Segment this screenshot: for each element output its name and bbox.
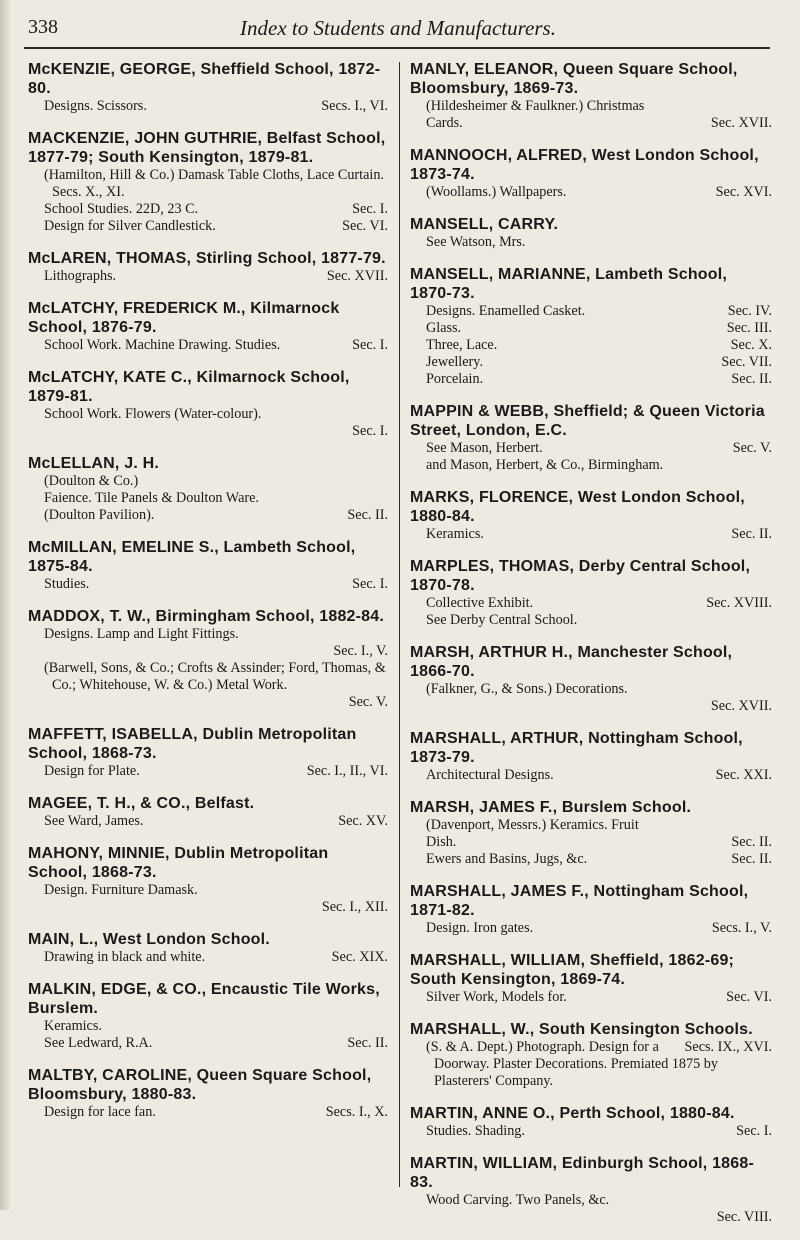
entry-line [418,234,772,251]
section-reference: Sec. II. [731,526,772,542]
index-entry [28,368,388,440]
entry-text: (Davenport, Messrs.) Keramics. Fruit [426,817,639,833]
entry-line [418,320,772,337]
column-divider [399,62,400,1187]
entry-line [36,98,388,115]
entry-line [36,201,388,218]
entry-line [418,1209,772,1226]
entry-text: Drawing in black and white. [44,949,206,965]
index-entry [28,454,388,524]
index-entry [28,299,388,354]
section-reference: Sec. XVIII. [706,595,772,611]
section-reference: Sec. V. [348,694,388,710]
entry-heading: MARSH, JAMES F., Burslem School. [410,799,692,816]
entry-text: Dish. [426,834,457,850]
section-reference: Sec. IV. [727,303,772,319]
entry-heading: MARKS, FLORENCE, West London School, 1880-84. [410,489,745,525]
entry-heading: MARSHALL, WILLIAM, Sheffield, 1862-69; South Kensington, 1869-74. [410,952,735,988]
entry-text: (Doulton & Co.) [44,473,139,489]
entry-line [36,507,388,524]
entry-text: (Hamilton, Hill & Co.) Damask Table Cloths, Lace Curtain. Secs. X., XI. [44,167,384,200]
section-reference: Secs. I., VI. [321,98,388,114]
page-header [22,14,774,44]
entry-text: See Derby Central School. [426,612,578,628]
entry-line [418,115,772,132]
entry-line [418,595,772,612]
entry-text: Keramics. [44,1018,102,1034]
entry-heading: MANNOOCH, ALFRED, West London School, 1873-74. [410,147,759,183]
entry-line [418,184,772,201]
entry-line [36,473,388,490]
entry-text: and Mason, Herbert, & Co., Birmingham. [426,457,664,473]
header-rule [24,47,770,49]
index-entry [28,1066,388,1121]
section-reference: Sec. V. [732,440,772,456]
entry-heading: MANSELL, MARIANNE, Lambeth School, 1870-73. [410,266,728,302]
index-entry [410,729,772,784]
entry-line [36,423,388,440]
entry-line [418,612,772,629]
entry-text: (Hildesheimer & Faulkner.) Christmas [426,98,645,114]
entry-text: School Studies. 22D, 23 C. [44,201,199,217]
entry-line [418,834,772,851]
entry-line [418,851,772,868]
entry-line [36,406,388,423]
entry-heading: MARSH, ARTHUR H., Manchester School, 1866-70. [410,644,733,680]
entry-heading: MARSHALL, ARTHUR, Nottingham School, 1873-79. [410,730,743,766]
entry-line [418,457,772,474]
page-binding-shadow [0,0,10,1210]
entry-heading: MARSHALL, JAMES F., Nottingham School, 1871-82. [410,883,749,919]
section-reference: Sec. I., V. [333,643,388,659]
entry-line [36,576,388,593]
entry-line [36,763,388,780]
index-entry [410,265,772,388]
running-title: Index to Students and Manufacturers. [240,16,556,40]
entry-line [36,167,388,201]
index-entry [410,1104,772,1140]
section-reference: Sec. XIX. [331,949,388,965]
entry-text: Designs. Lamp and Light Fittings. [44,626,239,642]
entry-line [418,767,772,784]
entry-heading: MACKENZIE, JOHN GUTHRIE, Belfast School, 1877-79; South Kensington, 1879-81. [28,130,386,166]
entry-line [418,526,772,543]
entry-text: Porcelain. [426,371,484,387]
index-entry [410,146,772,201]
section-reference: Sec. XVI. [715,184,772,200]
entry-line [418,337,772,354]
entry-line [36,490,388,507]
section-reference: Sec. I. [352,337,388,353]
index-entry [28,844,388,916]
index-entry [28,930,388,966]
index-entry [410,798,772,868]
entry-text: See Ledward, R.A. [44,1035,153,1051]
entry-line [36,694,388,711]
entry-heading: McLATCHY, FREDERICK M., Kilmarnock School, 1876-79. [28,300,340,336]
entry-line [418,681,772,698]
entry-line [418,354,772,371]
entry-text: Collective Exhibit. [426,595,534,611]
entry-line [36,882,388,899]
section-reference: Sec. II. [731,371,772,387]
entry-text: Faience. Tile Panels & Doulton Ware. [44,490,259,506]
index-entry [28,538,388,593]
index-entry [410,882,772,937]
section-reference: Sec. I., II., VI. [306,763,388,779]
section-reference: Sec. I. [352,201,388,217]
entry-text: Wood Carving. Two Panels, &c. [426,1192,610,1208]
index-entry [28,129,388,235]
entry-text: Designs. Enamelled Casket. [426,303,586,319]
section-reference: Sec. XVII. [710,115,772,131]
section-reference: Sec. X. [730,337,772,353]
section-reference: Sec. II. [731,834,772,850]
entry-text: (Barwell, Sons, & Co.; Crofts & Assinder; Ford, Thomas, & Co.; Whitehouse, W. & Co.) Metal Work. [44,660,386,693]
section-reference: Sec. VI. [726,989,772,1005]
index-entry [410,951,772,1006]
entry-line [418,303,772,320]
section-reference: Sec. XVII. [710,698,772,714]
entry-line [36,643,388,660]
entry-line [418,1123,772,1140]
entry-heading: MALTBY, CAROLINE, Queen Square School, Bloomsbury, 1880-83. [28,1067,372,1103]
entry-text: (Falkner, G., & Sons.) Decorations. [426,681,628,697]
entry-text: Lithographs. [44,268,117,284]
entry-line [418,817,772,834]
section-reference: Secs. IX., XVI. [684,1039,772,1055]
entry-line [36,813,388,830]
entry-text: Design for lace fan. [44,1104,156,1120]
entry-text: (Woollams.) Wallpapers. [426,184,567,200]
section-reference: Sec. II. [347,1035,388,1051]
index-entry [28,980,388,1052]
index-entry [28,607,388,711]
entry-text: Design for Plate. [44,763,140,779]
section-reference: Sec. XV. [338,813,388,829]
entry-heading: MAHONY, MINNIE, Dublin Metropolitan School, 1868-73. [28,845,329,881]
entry-text: Design for Silver Candlestick. [44,218,216,234]
entry-heading: MANSELL, CARRY. [410,216,559,233]
entry-text: Ewers and Basins, Jugs, &c. [426,851,588,867]
entry-text: Design. Iron gates. [426,920,534,936]
page-number: 338 [28,16,58,38]
left-column [28,60,388,1135]
index-entry [410,1154,772,1226]
entry-heading: McMILLAN, EMELINE S., Lambeth School, 1875-84. [28,539,356,575]
entry-text: School Work. Machine Drawing. Studies. [44,337,281,353]
section-reference: Sec. XVII. [326,268,388,284]
entry-line [418,989,772,1006]
entry-text: Keramics. [426,526,484,542]
entry-heading: MARTIN, WILLIAM, Edinburgh School, 1868-83. [410,1155,754,1191]
entry-text: Studies. [44,576,90,592]
entry-line [36,268,388,285]
section-reference: Sec. I. [736,1123,772,1139]
index-entry [410,215,772,251]
entry-line [418,698,772,715]
section-reference: Sec. II. [731,851,772,867]
section-reference: Sec. III. [726,320,772,336]
entry-heading: MANLY, ELEANOR, Queen Square School, Bloomsbury, 1869-73. [410,61,738,97]
right-column [410,60,772,1240]
entry-line [418,98,772,115]
entry-line [418,371,772,388]
index-entry [410,1020,772,1090]
entry-text: Architectural Designs. [426,767,554,783]
entry-text: (Doulton Pavilion). [44,507,155,523]
entry-heading: McLELLAN, J. H. [28,455,160,472]
entry-heading: MARPLES, THOMAS, Derby Central School, 1870-78. [410,558,751,594]
section-reference: Secs. I., V. [711,920,772,936]
entry-text: Glass. [426,320,462,336]
index-entry [410,402,772,474]
entry-line [418,440,772,457]
index-entry [410,488,772,543]
entry-text: Silver Work, Models for. [426,989,567,1005]
entry-heading: MARSHALL, W., South Kensington Schools. [410,1021,753,1038]
entry-line [418,920,772,937]
entry-line [418,1039,772,1090]
entry-heading: McLAREN, THOMAS, Stirling School, 1877-79. [28,250,386,267]
section-reference: Sec. I., XII. [321,899,388,915]
entry-text: Studies. Shading. [426,1123,525,1139]
index-entry [410,60,772,132]
entry-line [36,1104,388,1121]
entry-text: Cards. [426,115,463,131]
entry-heading: MAGEE, T. H., & CO., Belfast. [28,795,255,812]
entry-line [36,1035,388,1052]
section-reference: Secs. I., X. [325,1104,388,1120]
entry-text: See Ward, James. [44,813,144,829]
entry-line [36,218,388,235]
entry-line [36,899,388,916]
entry-text: Design. Furniture Damask. [44,882,198,898]
index-entry [410,643,772,715]
section-reference: Sec. I. [352,576,388,592]
entry-line [418,1192,772,1209]
index-entry [28,794,388,830]
entry-text: (S. & A. Dept.) Photograph. Design for a Doorway. Plaster Decorations. Premiated 1875 by Plasterers' Company. [426,1039,718,1089]
entry-line [36,337,388,354]
index-entry [28,60,388,115]
section-reference: Sec. XXI. [715,767,772,783]
entry-line [36,949,388,966]
entry-text: See Mason, Herbert. [426,440,543,456]
entry-heading: MAPPIN & WEBB, Sheffield; & Queen Victoria Street, London, E.C. [410,403,765,439]
index-entry [28,249,388,285]
entry-text: School Work. Flowers (Water-colour). [44,406,262,422]
section-reference: Sec. VIII. [716,1209,772,1225]
entry-text: Three, Lace. [426,337,498,353]
entry-heading: McLATCHY, KATE C., Kilmarnock School, 1879-81. [28,369,350,405]
entry-line [36,626,388,643]
entry-text: See Watson, Mrs. [426,234,526,250]
entry-heading: MAFFETT, ISABELLA, Dublin Metropolitan School, 1868-73. [28,726,357,762]
entry-heading: McKENZIE, GEORGE, Sheffield School, 1872-80. [28,61,381,97]
section-reference: Sec. VII. [721,354,772,370]
index-entry [410,557,772,629]
entry-text: Designs. Scissors. [44,98,147,114]
index-entry [28,725,388,780]
section-reference: Sec. I. [352,423,388,439]
entry-line [36,660,388,694]
entry-heading: MARTIN, ANNE O., Perth School, 1880-84. [410,1105,735,1122]
section-reference: Sec. VI. [342,218,388,234]
entry-heading: MAIN, L., West London School. [28,931,270,948]
entry-heading: MADDOX, T. W., Birmingham School, 1882-84. [28,608,385,625]
entry-heading: MALKIN, EDGE, & CO., Encaustic Tile Works, Burslem. [28,981,380,1017]
section-reference: Sec. II. [347,507,388,523]
entry-text: Jewellery. [426,354,483,370]
entry-line [36,1018,388,1035]
